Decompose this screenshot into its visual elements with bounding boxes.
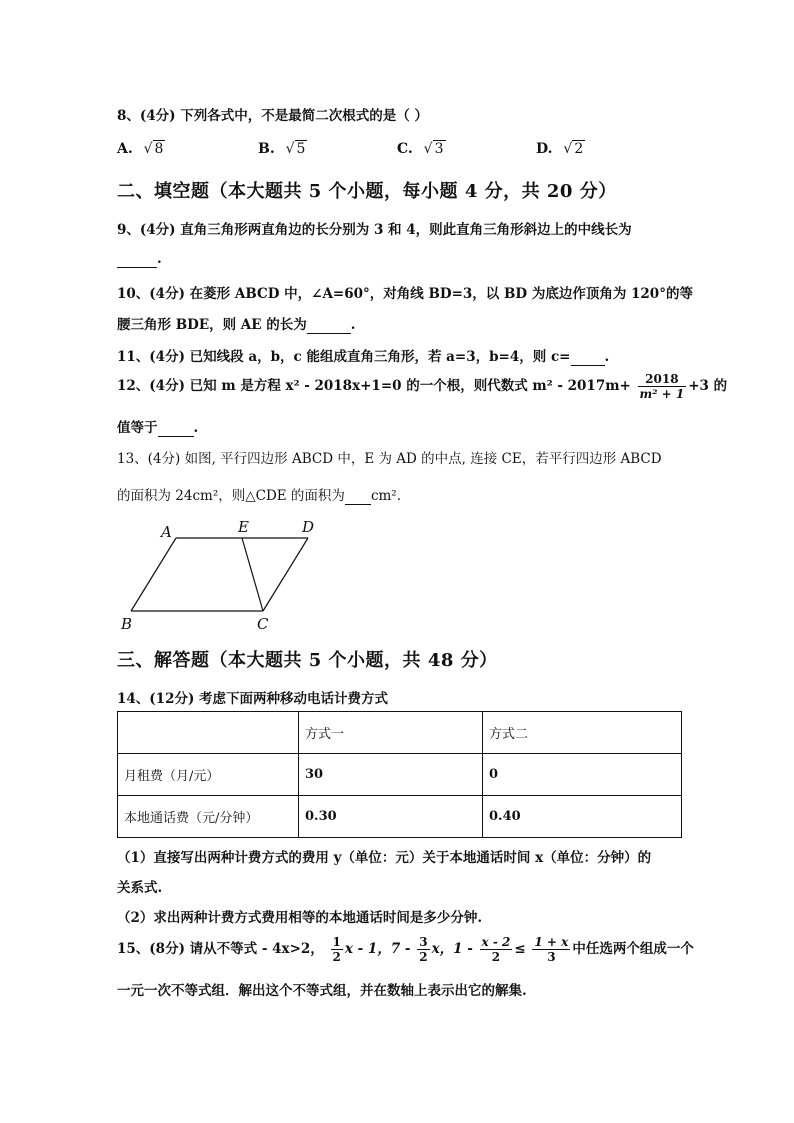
fraction: $\frac{1 + x}{3}$ (534, 935, 569, 964)
vertex-label-c: C (257, 615, 269, 633)
q10-line2: 腰三角形 BDE，则 AE 的长为 . (117, 317, 356, 333)
q8-option-d: D. √ 2 (536, 141, 584, 157)
q8-option-b: B. √ 5 (258, 141, 306, 157)
vertex-label-d: D (302, 518, 315, 536)
q13-line2: 的面积为 24cm²，则△CDE 的面积为 cm². (117, 488, 402, 504)
vertex-label-a: A (161, 523, 172, 541)
side-dc (263, 538, 308, 611)
q9-line1: 9、(4分) 直角三角形两直角边的长分别为 3 和 4，则此直角三角形斜边上的中线长为 (117, 222, 632, 238)
q8-option-c: C. √ 3 (397, 141, 444, 157)
table-cell (118, 712, 299, 754)
fraction: $\frac{x - 2}{2}$ (481, 935, 511, 964)
q10-line1: 10、(4分) 在菱形 ABCD 中，∠A=60°，对角线 BD=3，以 BD 为底边作顶角为 120°的等 (117, 286, 693, 302)
q12-line2: 值等于 . (117, 420, 199, 436)
table-cell: 方式二 (483, 712, 682, 754)
q15-text: 15、(8分) 请从不等式 - 4x>2， $\frac{1}{2}$ x - 1，7 - $\frac{3}{2}$ x，1 - $\frac{x - 2}{2}$ ≤ $\frac{1 + x}{3}$ 中任选两个组成一个 (117, 935, 694, 964)
segment-ec (242, 538, 263, 611)
sqrt-symbol: √ 8 (143, 141, 164, 157)
fraction: $\frac{2018}{\text{m² + 1}}$ (639, 372, 685, 401)
q14-part1-line2: 关系式. (117, 880, 163, 896)
q14-part2: （2）求出两种计费方式费用相等的本地通话时间是多少分钟. (117, 910, 483, 926)
sqrt-symbol: √ 5 (285, 141, 306, 157)
table-cell: 0.30 (299, 796, 483, 838)
fraction: $\frac{3}{2}$ (419, 935, 428, 964)
fee-table (117, 711, 682, 838)
q8-stem: 8、(4分) 下列各式中，不是最简二次根式的是（ ） (117, 108, 428, 124)
table-cell: 0.40 (483, 796, 682, 838)
table-row (118, 796, 682, 838)
answer-blank[interactable] (117, 251, 157, 268)
q13-line1: 13、(4分) 如图, 平行四边形 ABCD 中，E 为 AD 的中点, 连接 CE，若平行四边形 ABCD (117, 451, 662, 467)
table-cell: 方式一 (299, 712, 483, 754)
vertex-label-e: E (238, 518, 249, 536)
parallelogram-figure (115, 515, 325, 635)
answer-blank[interactable] (571, 349, 605, 366)
q9-line2: . (117, 251, 162, 268)
q14-stem: 14、(12分) 考虑下面两种移动电话计费方式 (117, 691, 389, 707)
answer-blank[interactable] (307, 317, 351, 334)
table-cell: 0 (483, 754, 682, 796)
answer-blank[interactable] (158, 420, 194, 437)
section-heading-solve: 三、解答题（本大题共 5 个小题，共 48 分） (117, 650, 498, 671)
q15-line2: 一元一次不等式组．解出这个不等式组，并在数轴上表示出它的解集. (117, 983, 527, 999)
table-cell: 30 (299, 754, 483, 796)
side-ab (131, 538, 176, 611)
section-heading-fill-in: 二、填空题（本大题共 5 个小题，每小题 4 分，共 20 分） (117, 181, 617, 202)
sqrt-symbol: √ 3 (423, 141, 444, 157)
table-header-row (118, 712, 682, 754)
q11-text: 11、(4分) 已知线段 a，b，c 能组成直角三角形，若 a=3，b=4，则 c= . (117, 349, 610, 365)
answer-blank[interactable] (345, 488, 371, 505)
q14-part1-line1: （1）直接写出两种计费方式的费用 y（单位：元）关于本地通话时间 x（单位：分钟）的 (117, 850, 652, 866)
sqrt-symbol: √ 2 (563, 141, 584, 157)
q12-text: 12、(4分) 已知 m 是方程 x² - 2018x+1=0 的一个根，则代数式 m² - 2017m+ $\frac{2018}{\text{m² + 1}}$ +3 的 (117, 372, 728, 401)
table-cell: 本地通话费（元/分钟） (118, 796, 299, 838)
vertex-label-b: B (121, 615, 133, 633)
fraction: $\frac{1}{2}$ (332, 935, 341, 964)
table-cell: 月租费（月/元） (118, 754, 299, 796)
table-row (118, 754, 682, 796)
q8-option-a: A. √ 8 (117, 141, 164, 157)
